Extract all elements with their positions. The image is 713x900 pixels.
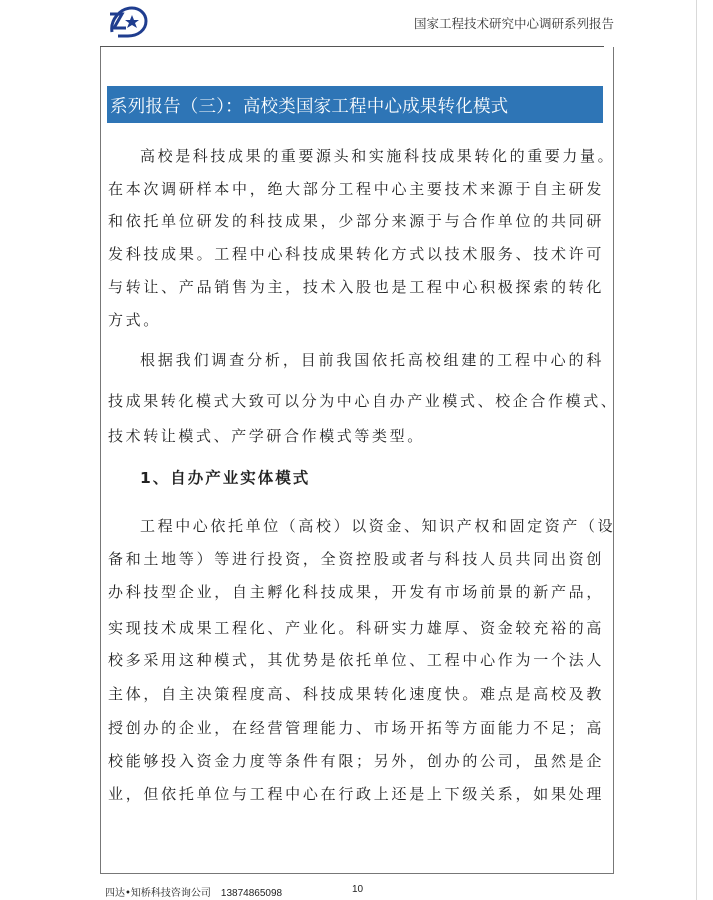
text-line: 和依托单位研发的科技成果，少部分来源于与合作单位的共同研 <box>108 212 604 230</box>
footer-phone: 13874865098 <box>220 888 283 899</box>
text-line: 工程中心依托单位（高校）以资金、知识产权和固定资产（设 <box>140 517 616 535</box>
text-line: 技成果转化模式大致可以分为中心自办产业模式、校企合作模式、 <box>108 392 619 410</box>
text-line: 校多采用这种模式，其优势是依托单位、工程中心作为一个法人 <box>108 651 604 669</box>
text-line: 备和土地等）等进行投资，全资控股或者与科技人员共同出资创 <box>108 550 604 568</box>
text-line: 高校是科技成果的重要源头和实施科技成果转化的重要力量。 <box>140 147 616 165</box>
section-banner <box>107 86 603 123</box>
text-line: 方式。 <box>108 311 161 329</box>
text-line: 主体，自主决策程度高、科技成果转化速度快。难点是高校及教 <box>108 685 604 703</box>
text-line: 校能够投入资金力度等条件有限；另外，创办的公司，虽然是企 <box>108 752 604 770</box>
footer-contact <box>105 884 282 899</box>
text-line: 授创办的企业，在经营管理能力、市场开拓等方面能力不足；高 <box>108 719 604 737</box>
section-heading: 系列报告（三）：高校类国家工程中心成果转化模式 <box>110 97 509 117</box>
header-title: 国家工程技术研究中心调研系列报告 <box>413 16 614 31</box>
text-line: 发科技成果。工程中心科技成果转化方式以技术服务、技术许可 <box>108 245 604 263</box>
text-line: 办科技型企业，自主孵化科技成果，开发有市场前景的新产品， <box>108 583 604 601</box>
text-line: 根据我们调查分析，目前我国依托高校组建的工程中心的科 <box>140 351 604 369</box>
text-line: 在本次调研样本中，绝大部分工程中心主要技术来源于自主研发 <box>108 180 604 198</box>
text-line: 技术转让模式、产学研合作模式等类型。 <box>108 427 425 445</box>
page-edge-line <box>696 0 697 900</box>
page-frame <box>100 47 619 874</box>
page-number: 10 <box>352 884 364 895</box>
text-line: 实现技术成果工程化、产业化。科研实力雄厚、资金较充裕的高 <box>108 619 604 637</box>
text-line: 业，但依托单位与工程中心在行政上还是上下级关系，如果处理 <box>108 785 604 803</box>
text-line: 与转让、产品销售为主，技术入股也是工程中心积极探索的转化 <box>108 278 604 296</box>
company-logo-icon <box>108 4 148 38</box>
footer-company: 四达•知桥科技咨询公司 <box>105 888 211 899</box>
subheading: 1、自办产业实体模式 <box>140 469 311 487</box>
